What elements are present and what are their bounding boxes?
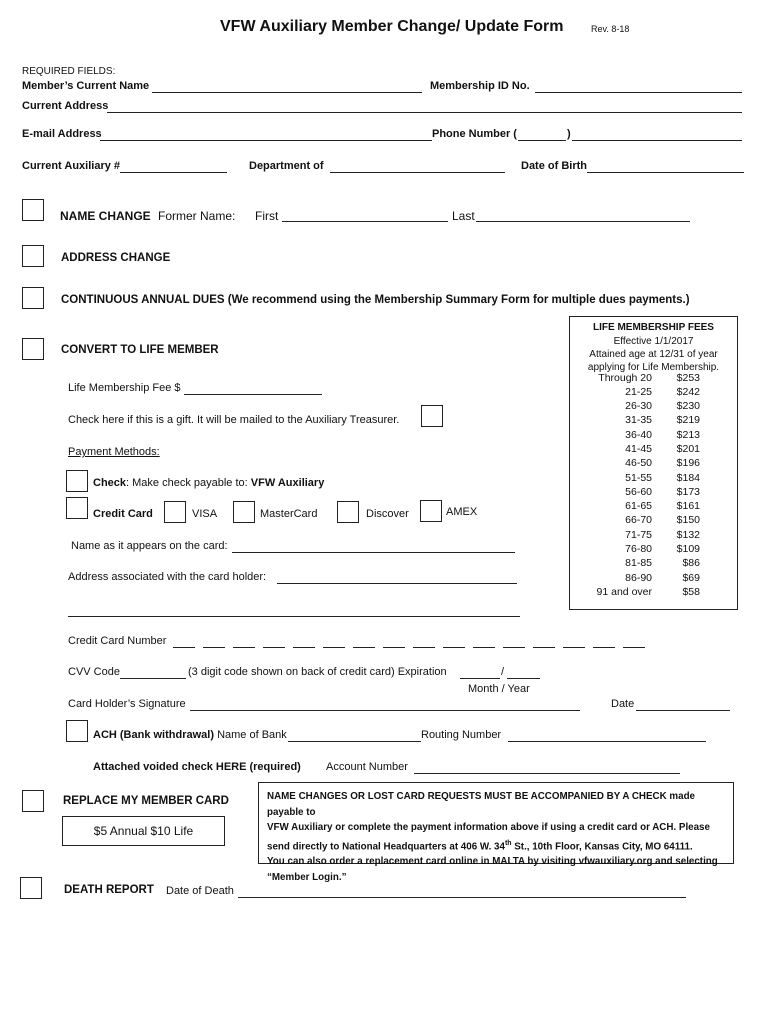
card-address-field-2[interactable] (68, 605, 520, 617)
ach-title: ACH (Bank withdrawal) (93, 729, 215, 741)
fee-row (570, 385, 737, 399)
bank-name-label: Name of Bank (214, 729, 287, 741)
replace-card-fees: $5 Annual $10 Life (62, 816, 225, 846)
gift-checkbox[interactable] (421, 405, 443, 427)
amex-checkbox[interactable] (420, 500, 442, 522)
date-label: Date (611, 698, 635, 710)
date-field[interactable] (636, 699, 730, 711)
fee-amount: $109 (676, 543, 700, 556)
cc-number-label: Credit Card Number (68, 635, 167, 647)
credit-card-checkbox[interactable] (66, 497, 88, 519)
fee-row (570, 456, 737, 470)
notice-line-3a: send directly to National Headquarters at 406 W. 34 (267, 840, 505, 852)
fee-amount: $58 (682, 585, 700, 598)
check-payee: VFW Auxiliary (250, 477, 325, 489)
fee-row (570, 428, 737, 442)
page-title: VFW Auxiliary Member Change/ Update Form (220, 18, 564, 35)
card-address-label: Address associated with the card holder: (68, 571, 267, 583)
notice-line-3b: St., 10th Floor, Kansas City, MO 64111. (511, 840, 693, 852)
check-payment-checkbox[interactable] (66, 470, 88, 492)
email-label: E-mail Address (22, 128, 102, 140)
fee-amount: $161 (676, 500, 700, 513)
email-field[interactable] (100, 129, 432, 141)
life-fee-field[interactable] (184, 383, 322, 395)
routing-field[interactable] (508, 730, 706, 742)
fee-amount: $242 (676, 385, 700, 398)
date-of-death-field[interactable] (238, 886, 686, 898)
signature-label: Card Holder’s Signature (68, 698, 186, 710)
fee-age-range: 41-45 (625, 442, 652, 455)
fees-title: LIFE MEMBERSHIP FEES (593, 322, 714, 333)
visa-label: VISA (192, 508, 218, 520)
mastercard-checkbox[interactable] (233, 501, 255, 523)
life-fees-table (569, 316, 738, 610)
auxiliary-field[interactable] (120, 161, 227, 173)
fee-age-range: 36-40 (625, 428, 652, 441)
fee-age-range: 56-60 (625, 485, 652, 498)
fee-amount: $219 (676, 414, 700, 427)
auxiliary-label: Current Auxiliary # (22, 160, 121, 172)
credit-card-label: Credit Card (93, 508, 153, 520)
month-year-label: Month / Year (468, 683, 530, 695)
fee-row (570, 413, 737, 427)
exp-month-field[interactable] (460, 667, 500, 679)
membership-id-label: Membership ID No. (430, 80, 530, 92)
phone-label: Phone Number ( (432, 128, 517, 140)
gift-label: Check here if this is a gift. It will be mailed to the Auxiliary Treasurer. (68, 414, 400, 426)
fee-amount: $132 (676, 528, 700, 541)
fees-applying: applying for Life Membership. (587, 361, 720, 373)
former-name-label: Former Name: (158, 209, 236, 223)
life-member-label: CONVERT TO LIFE MEMBER (61, 344, 219, 356)
address-change-label: ADDRESS CHANGE (61, 252, 171, 264)
first-name-label: First (255, 209, 279, 223)
fee-amount: $201 (676, 442, 700, 455)
fee-age-range: 66-70 (625, 514, 652, 527)
notice-box (258, 782, 734, 883)
fee-row (570, 485, 737, 499)
fee-age-range: 76-80 (625, 543, 652, 556)
payment-methods-label: Payment Methods: (68, 446, 160, 458)
member-name-field[interactable] (152, 81, 422, 93)
phone-area-code-field[interactable] (518, 129, 566, 141)
card-address-field[interactable] (277, 572, 517, 584)
dob-field[interactable] (587, 161, 744, 173)
discover-checkbox[interactable] (337, 501, 359, 523)
current-address-field[interactable] (107, 101, 742, 113)
fee-age-range: 51-55 (625, 471, 652, 484)
fee-age-range: 86-90 (625, 571, 652, 584)
cc-number-field[interactable] (173, 636, 645, 651)
check-text: : Make check payable to: (126, 477, 251, 489)
account-label: Account Number (326, 761, 408, 773)
current-address-label: Current Address (22, 100, 109, 112)
fee-row (570, 556, 737, 570)
fees-attained: Attained age at 12/31 of year (589, 349, 718, 360)
fee-age-range: 61-65 (625, 500, 652, 513)
account-field[interactable] (414, 762, 680, 774)
dob-label: Date of Birth (521, 160, 587, 172)
fee-row (570, 513, 737, 527)
fee-age-range: 71-75 (625, 528, 652, 541)
fee-amount: $196 (676, 457, 700, 470)
fee-row (570, 571, 737, 585)
annual-dues-label: CONTINUOUS ANNUAL DUES (We recommend using the Membership Summary Form for multiple dues payments.) (61, 294, 690, 306)
address-change-checkbox[interactable] (22, 245, 44, 267)
annual-dues-checkbox[interactable] (22, 287, 44, 309)
notice-line-1: NAME CHANGES OR LOST CARD REQUESTS MUST BE ACCOMPANIED BY A CHECK made payable to (267, 791, 696, 818)
replace-card-checkbox[interactable] (22, 790, 44, 812)
fee-row (570, 442, 737, 456)
fee-row (570, 399, 737, 413)
discover-label: Discover (366, 508, 409, 520)
amex-label: AMEX (446, 506, 478, 518)
bank-name-field[interactable] (288, 730, 421, 742)
fee-amount: $213 (676, 428, 700, 441)
replace-card-label: REPLACE MY MEMBER CARD (63, 795, 229, 807)
voided-check-label: Attached voided check HERE (required) (93, 761, 301, 773)
life-fee-label: Life Membership Fee $ (68, 382, 181, 394)
check-payment-label (93, 477, 324, 489)
fee-amount: $184 (676, 471, 700, 484)
phone-close-paren: ) (567, 128, 571, 140)
department-field[interactable] (330, 161, 505, 173)
name-on-card-label: Name as it appears on the card: (71, 540, 228, 552)
date-of-death-label: Date of Death (166, 885, 234, 897)
notice-line-5: “Member Login.” (267, 871, 347, 883)
exp-slash: / (501, 666, 505, 678)
routing-label: Routing Number (421, 729, 502, 741)
fees-effective: Effective 1/1/2017 (613, 335, 694, 347)
notice-line-3 (267, 836, 725, 855)
first-name-field[interactable] (282, 210, 448, 222)
ach-checkbox[interactable] (66, 720, 88, 742)
cvv-label: CVV Code (68, 666, 120, 678)
visa-checkbox[interactable] (164, 501, 186, 523)
check-label: Check (93, 477, 127, 489)
membership-id-field[interactable] (535, 81, 742, 93)
fee-amount: $69 (682, 571, 700, 584)
fee-age-range: 46-50 (625, 457, 652, 470)
revision-label: Rev. 8-18 (591, 24, 630, 34)
fee-age-range: 26-30 (625, 400, 652, 413)
fee-age-range: 91 and over (596, 585, 652, 598)
signature-field[interactable] (190, 699, 580, 711)
cvv-field[interactable] (120, 667, 186, 679)
fee-amount: $86 (682, 557, 700, 570)
fee-amount: $150 (676, 514, 700, 527)
member-name-label: Member’s Current Name (22, 80, 150, 92)
fee-amount: $230 (676, 400, 700, 413)
name-change-label: NAME CHANGE (60, 209, 151, 223)
fee-age-range: 21-25 (625, 385, 652, 398)
fee-age-range: Through 20 (598, 371, 652, 384)
fee-row (570, 371, 737, 385)
fee-row (570, 542, 737, 556)
notice-line-3-sup: th (504, 839, 512, 847)
department-label: Department of (249, 160, 324, 172)
fee-row (570, 585, 737, 599)
last-name-field[interactable] (476, 210, 690, 222)
fee-row (570, 528, 737, 542)
cvv-hint: (3 digit code shown on back of credit card) Expiration (188, 666, 447, 678)
last-name-label: Last (452, 209, 475, 223)
death-report-label: DEATH REPORT (64, 884, 154, 896)
fee-row (570, 499, 737, 513)
exp-year-field[interactable] (507, 667, 540, 679)
death-report-checkbox[interactable] (20, 877, 42, 899)
name-on-card-field[interactable] (232, 541, 515, 553)
ach-label (93, 729, 287, 741)
notice-line-4: You can also order a replacement card online in MALTA by visiting vfwauxiliary.org and selecting (267, 856, 718, 868)
fee-age-range: 31-35 (625, 414, 652, 427)
fee-amount: $253 (676, 371, 700, 384)
mastercard-label: MasterCard (260, 508, 318, 520)
phone-number-field[interactable] (572, 129, 742, 141)
fee-age-range: 81-85 (625, 557, 652, 570)
fee-row (570, 471, 737, 485)
life-member-checkbox[interactable] (22, 338, 44, 360)
required-fields-label: REQUIRED FIELDS: (22, 66, 116, 77)
name-change-checkbox[interactable] (22, 199, 44, 221)
fee-amount: $173 (676, 485, 700, 498)
notice-line-2: VFW Auxiliary or complete the payment information above if using a credit card or ACH. Please (267, 822, 710, 833)
